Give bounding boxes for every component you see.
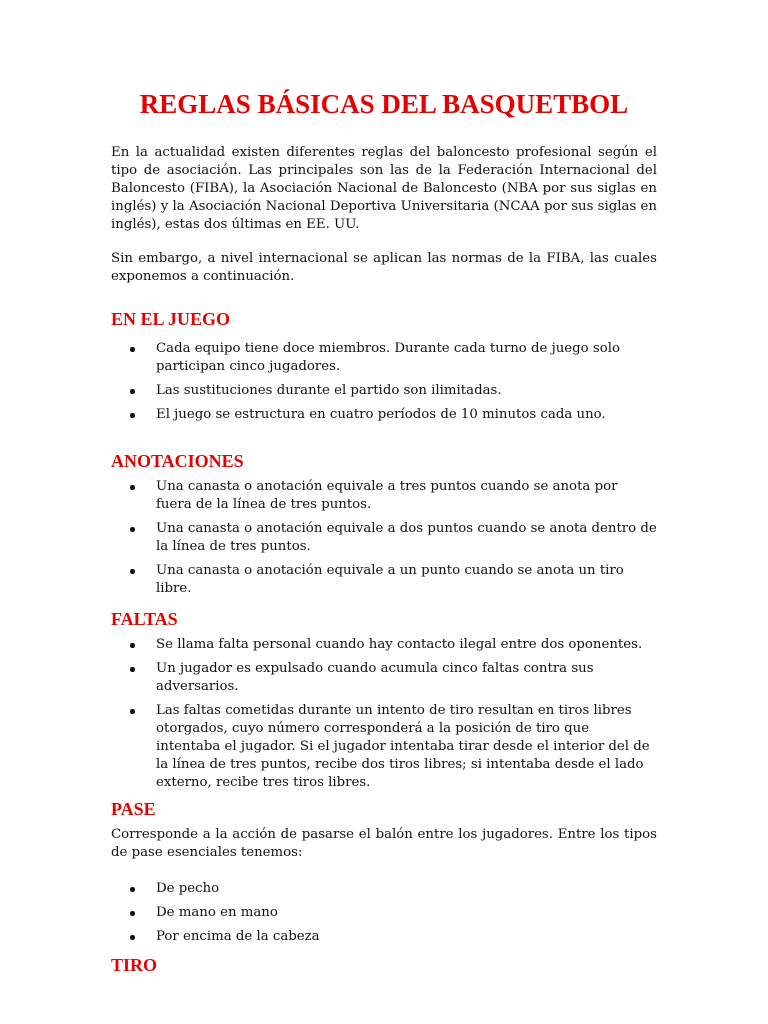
list-item-text: Una canasta o anotación equivale a un punto cuando se anota un tiro libre. — [156, 563, 624, 596]
document-title: REGLAS BÁSICAS DEL BASQUETBOL — [139, 89, 629, 119]
bullet-icon — [130, 485, 135, 490]
bullet-icon — [130, 527, 135, 532]
section-heading-pase: PASE — [111, 799, 156, 819]
bullet-list-anotaciones — [111, 478, 657, 598]
list-item — [111, 904, 657, 922]
pase-intro-paragraph: Corresponde a la acción de pasarse el balón entre los jugadores. Entre los tipos de pase esenciales tenemos: — [111, 827, 657, 860]
section-heading-faltas: FALTAS — [111, 609, 178, 629]
list-item — [111, 928, 657, 946]
section-heading-anotaciones: ANOTACIONES — [111, 451, 244, 471]
list-item-text: De mano en mano — [156, 905, 278, 920]
list-item — [111, 520, 657, 556]
intro-paragraph: En la actualidad existen diferentes reglas del baloncesto profesional según el tipo de asociación. Las principales son las de la Federación Internacional del Baloncesto (FIBA), la Asociación Nacional de Baloncesto (NBA por sus siglas en inglés) y la Asociación Nacional Deportiva Universitaria (NCAA por sus siglas en inglés), estas dos últimas en EE. UU. — [111, 145, 657, 232]
bullet-list-faltas — [111, 636, 657, 792]
bullet-icon — [130, 643, 135, 648]
bullet-icon — [130, 935, 135, 940]
bullet-list-pase — [111, 880, 657, 946]
bullet-icon — [130, 569, 135, 574]
list-item-text: Una canasta o anotación equivale a dos puntos cuando se anota dentro de la línea de tres puntos. — [156, 521, 657, 554]
list-item-text: Se llama falta personal cuando hay contacto ilegal entre dos oponentes. — [156, 637, 643, 652]
list-item-text: El juego se estructura en cuatro períodos de 10 minutos cada uno. — [156, 407, 606, 422]
intro-paragraph: Sin embargo, a nivel internacional se aplican las normas de la FIBA, las cuales exponemos a continuación. — [111, 251, 657, 284]
list-item-text: Por encima de la cabeza — [156, 929, 320, 944]
bullet-icon — [130, 911, 135, 916]
section-heading-en-el-juego: EN EL JUEGO — [111, 309, 231, 329]
bullet-icon — [130, 667, 135, 672]
list-item — [111, 660, 657, 696]
bullet-icon — [130, 709, 135, 714]
list-item-text: Las faltas cometidas durante un intento de tiro resultan en tiros libres otorgados, cuyo número corresponderá a la posición de tiro que intentaba el jugador. Si el jugador intentaba tirar desde el interior del de la línea de tres puntos, recibe dos tiros libres; si intentaba desde el lado externo, recibe tres tiros libres. — [156, 703, 650, 790]
bullet-icon — [130, 413, 135, 418]
list-item-text: Las sustituciones durante el partido son ilimitadas. — [156, 383, 502, 398]
list-item — [111, 880, 657, 898]
bullet-icon — [130, 347, 135, 352]
list-item — [111, 562, 657, 598]
list-item — [111, 406, 657, 424]
bullet-icon — [130, 887, 135, 892]
list-item — [111, 478, 657, 514]
bullet-list-en-el-juego — [111, 340, 657, 424]
list-item — [111, 702, 657, 792]
list-item-text: Un jugador es expulsado cuando acumula cinco faltas contra sus adversarios. — [156, 661, 594, 694]
document-page — [111, 88, 657, 976]
section-heading-tiro: TIRO — [111, 955, 158, 975]
list-item — [111, 636, 657, 654]
list-item-text: De pecho — [156, 881, 220, 896]
list-item-text: Una canasta o anotación equivale a tres puntos cuando se anota por fuera de la línea de tres puntos. — [156, 479, 618, 512]
list-item — [111, 382, 657, 400]
list-item — [111, 340, 657, 376]
bullet-icon — [130, 389, 135, 394]
list-item-text: Cada equipo tiene doce miembros. Durante cada turno de juego solo participan cinco jugadores. — [156, 341, 620, 374]
